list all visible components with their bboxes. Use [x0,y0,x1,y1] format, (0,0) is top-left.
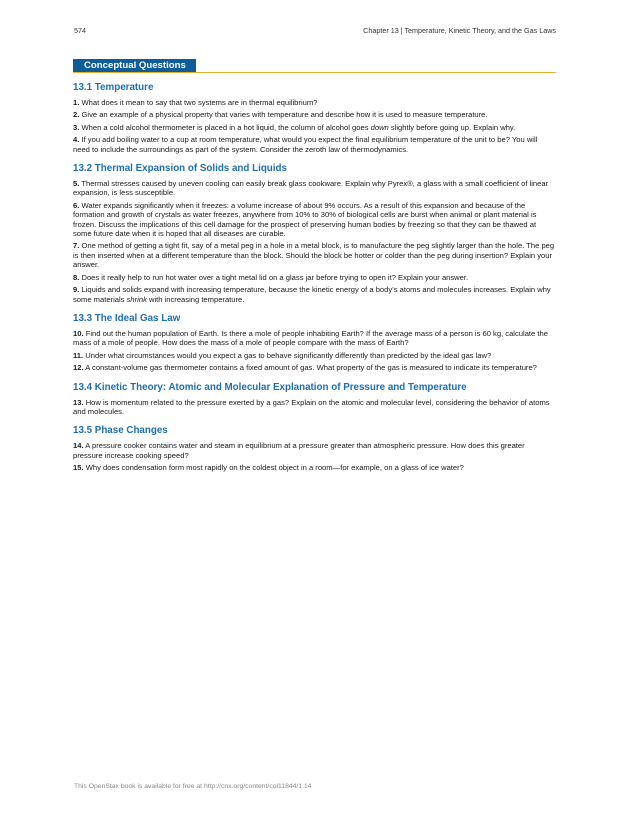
page-content [73,58,556,476]
section [73,425,556,472]
question-emphasis: down [370,122,389,132]
chapter-title: Chapter 13 | Temperature, Kinetic Theory, and the Gas Laws [363,26,556,35]
question-number: 15. [73,463,84,473]
question-number: 14. [73,441,84,451]
question-text: Does it really help to run hot water over a tight metal lid on a glass jar before trying to open it? Explain your answer. [81,272,469,282]
question-text: Give an example of a physical property that varies with temperature and describe how it is used to measure temperature. [81,110,488,120]
question-text: If you add boiling water to a cup at room temperature, what would you expect the final equilibrium temperature of the unit to be? You will need to include the surroundings as part of the system. Consider the zeroth law of thermodynamics. [73,135,538,154]
section [73,82,556,154]
section-title: 13.2 Thermal Expansion of Solids and Liquids [73,163,287,175]
question-text: Liquids and solids expand with increasing temperature, because the kinetic energy of a body’s atoms and molecules increases. Explain why some materials [73,285,551,304]
question-text: A constant-volume gas thermometer contains a fixed amount of gas. What property of the gas is measured to indicate its temperature? [85,363,537,373]
question-item [73,398,556,417]
section [73,163,556,304]
question-item [73,98,556,107]
section [73,313,556,373]
page-footer: This OpenStax book is available for free at http://cnx.org/content/col11844/1.14 [74,783,312,790]
question-item [73,110,556,119]
section [73,382,556,417]
question-number: 2. [73,110,80,120]
feature-header [73,58,556,73]
question-number: 5. [73,179,80,189]
question-number: 8. [73,272,80,282]
question-text: Why does condensation form most rapidly on the coldest object in a room—for example, on a glass of ice water? [85,463,464,473]
question-number: 13. [73,397,84,407]
section-title: 13.3 The Ideal Gas Law [73,312,181,324]
question-number: 4. [73,135,80,145]
question-item [73,329,556,348]
question-text: When a cold alcohol thermometer is placed in a hot liquid, the column of alcohol goes [81,122,371,132]
question-number: 12. [73,363,84,373]
question-number: 11. [73,350,84,360]
question-item [73,179,556,198]
question-item [73,285,556,304]
question-number: 7. [73,241,80,251]
page-header [74,26,556,35]
question-text: A pressure cooker contains water and steam in equilibrium at a pressure greater than atmospheric pressure. How does this greater pressure increase cooking speed? [73,441,525,460]
section-title: 13.5 Phase Changes [73,425,168,437]
question-item [73,123,556,132]
question-number: 10. [73,328,84,338]
question-number: 9. [73,285,80,295]
page-number: 574 [74,26,86,35]
question-item [73,351,556,360]
question-item [73,135,556,154]
section-title: 13.4 Kinetic Theory: Atomic and Molecular Explanation of Pressure and Temperature [73,381,467,393]
question-text: with increasing temperature. [146,294,245,304]
section-title: 13.1 Temperature [73,82,154,93]
question-item [73,241,556,269]
question-text: Thermal stresses caused by uneven cooling can easily break glass cookware. Explain why Pyrex®, a glass with a small coefficient of linear expansion, is less susceptible. [73,179,549,198]
question-text: Water expands significantly when it freezes: a volume increase of about 9% occurs. As a result of this expansion and because of the formation and growth of crystals as water freezes, anywhere from 10% to 30% of biological cells are burst when animal or plant material is frozen. Discuss the implications of this cell damage for the prospect of preserving human bodies by freezing so that they can be thawed at some future date when it is hoped that all diseases are curable. [73,200,537,239]
question-item [73,273,556,282]
question-text: Find out the human population of Earth. Is there a mole of people inhabiting Earth? If the average mass of a person is 60 kg, calculate the mass of a mole of people. How does the mass of a mole of people compare with the mass of Earth? [73,328,548,348]
question-item [73,441,556,460]
question-text: Under what circumstances would you expect a gas to behave significantly differently than predicted by the ideal gas law? [85,350,492,360]
question-text: slightly before going up. Explain why. [388,122,516,132]
sections-container [73,82,556,473]
question-item [73,463,556,472]
feature-title: Conceptual Questions [73,59,196,72]
question-text: What does it mean to say that two systems are in thermal equilibrium? [81,98,318,107]
question-number: 3. [73,122,80,132]
question-text: One method of getting a tight fit, say of a metal peg in a hole in a metal block, is to manufacture the peg slightly larger than the hole. The peg is then inserted when at a different temperature than the block. Should the block be hotter or colder than the peg during insertion? Explain your answer. [73,241,555,270]
question-emphasis: shrink [126,294,147,304]
question-item [73,363,556,372]
question-number: 6. [73,200,80,210]
question-number: 1. [73,98,80,107]
question-item [73,201,556,239]
question-text: How is momentum related to the pressure exerted by a gas? Explain on the atomic and molecular level, considering the behavior of atoms and molecules. [73,397,550,416]
